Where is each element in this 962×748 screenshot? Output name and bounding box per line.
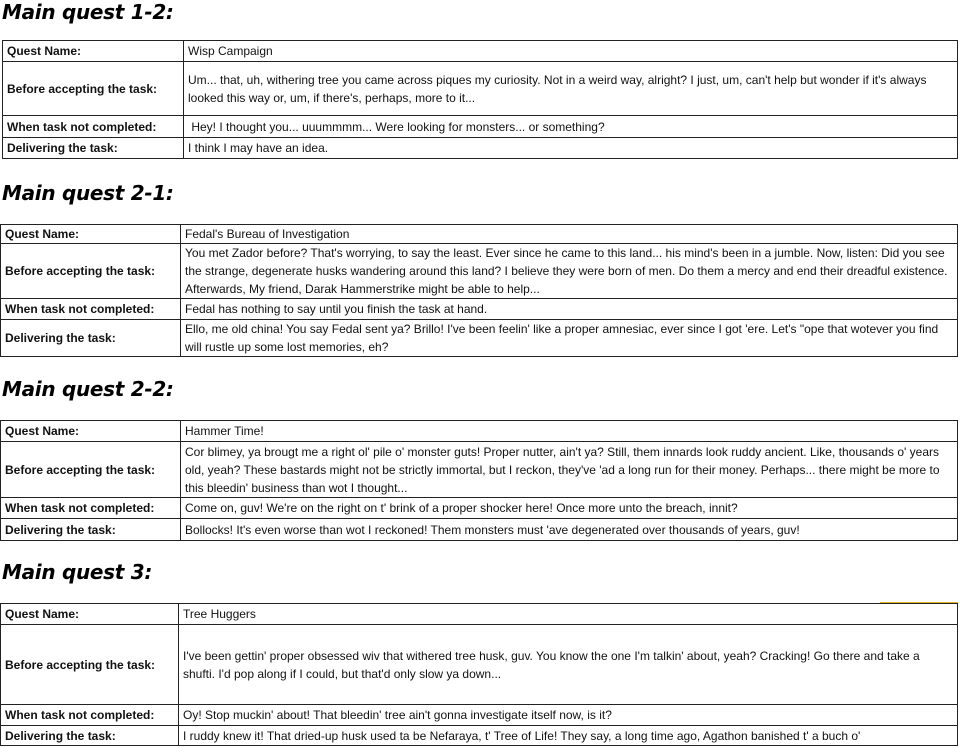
table-row (3, 41, 958, 62)
before-value: Um... that, uh, withering tree you came across piques my curiosity. Not in a weird way, alright? I just, um, can't help but wonder if it's always looked this way or, um, if there's, perhaps, more to it... (184, 62, 958, 116)
before-label: Before accepting the task: (1, 625, 179, 705)
table-row (1, 498, 958, 519)
table-row (1, 320, 958, 357)
delivering-value: Bollocks! It's even worse than wot I reckoned! Them monsters must 'ave degenerated over thousands of years, guv! (181, 519, 958, 541)
table-row (3, 116, 958, 138)
table-row (3, 138, 958, 159)
not-completed-value: Fedal has nothing to say until you finish the task at hand. (181, 299, 958, 320)
delivering-value: I ruddy knew it! That dried-up husk used ta be Nefaraya, t' Tree of Life! They say, a long time ago, Agathon banished t' a buch o' (179, 726, 958, 746)
quest-name-label: Quest Name: (3, 41, 184, 62)
section-heading: Main quest 1-2: (2, 0, 174, 24)
quest-name-label: Quest Name: (1, 604, 179, 625)
section-heading: Main quest 2-1: (2, 181, 174, 205)
quest-name-value: Tree Huggers (179, 604, 958, 625)
quest-name-value: Fedal's Bureau of Investigation (181, 225, 958, 244)
delivering-label: Delivering the task: (1, 519, 181, 541)
before-value: You met Zador before? That's worrying, to say the least. Ever since he came to this land... his mind's been in a jumble. Now, listen: Did you see the strange, degenerate husks wandering around this land? I believe they were born of men. Do them a mercy and end their dreadful existence. Afterwards, My friend, Darak Hammerstrike might be able to help... (181, 244, 958, 299)
quest-table (2, 40, 958, 159)
not-completed-value: Come on, guv! We're on the right on t' brink of a proper shocker here! Once more unto the breach, innit? (181, 498, 958, 519)
table-row (1, 421, 958, 442)
table-row (1, 705, 958, 726)
not-completed-label: When task not completed: (3, 116, 184, 138)
quest-table (0, 603, 958, 746)
quest-table (0, 420, 958, 541)
before-value: I've been gettin' proper obsessed wiv that withered tree husk, guv. You know the one I'm talkin' about, yeah? Cracking! Go there and take a shufti. I'd pop along if I could, but that'd only slow ya down... (179, 625, 958, 705)
table-row (1, 604, 958, 625)
table-row (1, 299, 958, 320)
quest-name-label: Quest Name: (1, 225, 181, 244)
before-label: Before accepting the task: (3, 62, 184, 116)
delivering-label: Delivering the task: (1, 726, 179, 746)
section-heading: Main quest 2-2: (2, 377, 174, 401)
not-completed-label: When task not completed: (1, 498, 181, 519)
table-row (1, 442, 958, 498)
delivering-value: Ello, me old china! You say Fedal sent ya? Brillo! I've been feelin' like a proper amnesiac, ever since I got 'ere. Let's "ope that wotever you find will rustle up some lost memories, eh? (181, 320, 958, 357)
not-completed-value: Hey! I thought you... uuummmm... Were looking for monsters... or something? (184, 116, 958, 138)
not-completed-label: When task not completed: (1, 299, 181, 320)
not-completed-label: When task not completed: (1, 705, 179, 726)
quest-name-value: Wisp Campaign (184, 41, 958, 62)
table-row (1, 244, 958, 299)
delivering-label: Delivering the task: (1, 320, 181, 357)
table-row (1, 225, 958, 244)
before-label: Before accepting the task: (1, 244, 181, 299)
before-label: Before accepting the task: (1, 442, 181, 498)
quest-name-label: Quest Name: (1, 421, 181, 442)
not-completed-value: Oy! Stop muckin' about! That bleedin' tree ain't gonna investigate itself now, is it? (179, 705, 958, 726)
delivering-value: I think I may have an idea. (184, 138, 958, 159)
quest-name-value: Hammer Time! (181, 421, 958, 442)
table-row (1, 625, 958, 705)
section-heading: Main quest 3: (2, 560, 153, 584)
table-row (1, 519, 958, 541)
delivering-label: Delivering the task: (3, 138, 184, 159)
before-value: Cor blimey, ya brougt me a right ol' pile o' monster guts! Proper nutter, ain't ya? Still, them innards look ruddy ancient. Like, thousands o' years old, yeah? These bastards might not be strictly immortal, but I reckon, they've 'ad a long run for their money. Perhaps... there might be more to this bleedin' business than wot I thought... (181, 442, 958, 498)
table-row (3, 62, 958, 116)
quest-table (0, 224, 958, 357)
table-row (1, 726, 958, 746)
